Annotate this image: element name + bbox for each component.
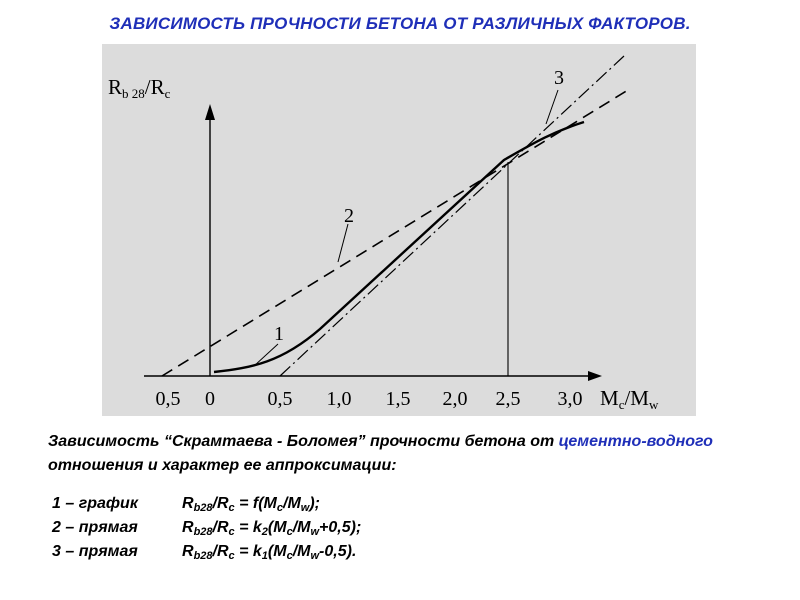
- formula-label: 2 – прямая: [52, 519, 138, 536]
- y-axis-arrow: [205, 104, 215, 120]
- formula-expression: $R_{b28}/R_c = k_2(M_c/M_w+0,5)$;: [182, 519, 362, 538]
- curve-label-1: 1: [274, 323, 284, 345]
- x-tick-label: 2,5: [495, 388, 521, 410]
- formula-label: 3 – прямая: [52, 543, 138, 560]
- x-axis-arrow: [588, 371, 602, 381]
- formula-list: [52, 492, 361, 564]
- x-tick-label: 0,5: [267, 388, 293, 410]
- x-axis-label: Mc/Mw: [600, 386, 659, 412]
- x-tick-label: 0: [205, 388, 215, 410]
- curve-1: [214, 122, 584, 372]
- curve-label-3: 3: [554, 67, 564, 89]
- strength-diagram: [102, 44, 696, 416]
- formula-expression: $R_{b28}/R_c = f(M_c/M_w)$;: [182, 495, 320, 514]
- y-axis-label: Rb 28/Rc: [108, 75, 171, 101]
- caption-highlight: цементно-водного: [558, 433, 713, 450]
- slide-title: ЗАВИСИМОСТЬ ПРОЧНОСТИ БЕТОНА ОТ РАЗЛИЧНЫХ ФАКТОРОВ.: [109, 14, 691, 33]
- leader-3: [546, 90, 558, 124]
- x-tick-label: 1,0: [326, 388, 352, 410]
- line-3-dashdot: [280, 56, 624, 376]
- diagram-svg: [102, 44, 696, 416]
- x-tick-label: 1,5: [385, 388, 411, 410]
- curve-label-2: 2: [344, 205, 354, 227]
- leader-2: [338, 224, 348, 262]
- formula-label: 1 – график: [52, 495, 138, 512]
- formula-expression: $R_{b28}/R_c = k_1(M_c/M_w-0,5)$.: [182, 543, 357, 562]
- line-2-dashed: [162, 90, 628, 376]
- x-tick-label: 0,5: [155, 388, 181, 410]
- figure-caption: [48, 430, 768, 478]
- caption-part-1: Зависимость “Скрамтаева - Боломея” прочности бетона от: [48, 433, 559, 450]
- formula-row-2: [52, 516, 361, 540]
- formula-row-3: [52, 540, 361, 564]
- caption-part-2: отношения и характер ее аппроксимации:: [48, 457, 397, 474]
- x-tick-label: 3,0: [557, 388, 583, 410]
- x-tick-label: 2,0: [442, 388, 468, 410]
- formula-row-1: [52, 492, 361, 516]
